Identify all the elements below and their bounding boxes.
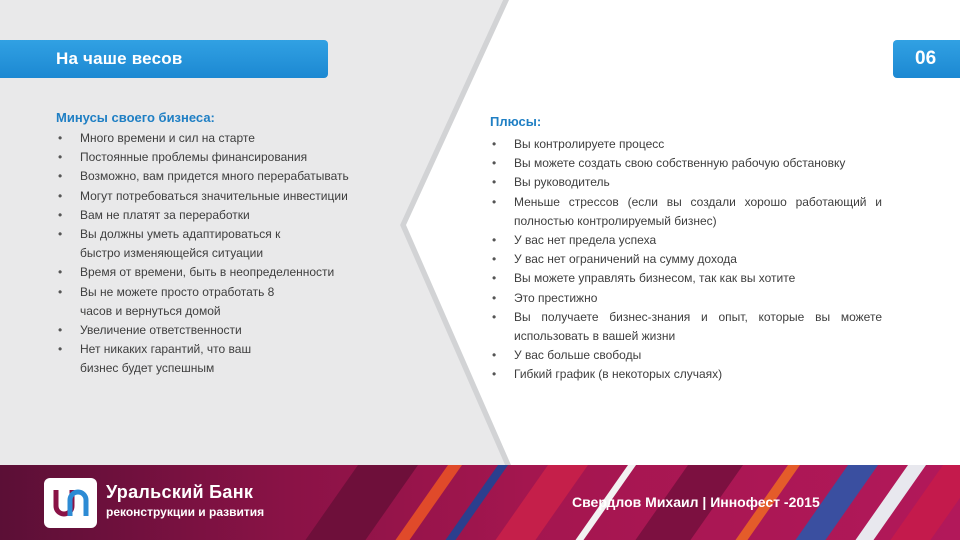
- bank-name-block: [106, 482, 264, 519]
- list-item: • Нет никаких гарантий, что ваш бизнес будет успешным: [56, 340, 356, 378]
- list-item: • Вы контролируете процесс: [490, 135, 882, 154]
- minuses-title: Минусы своего бизнеса:: [56, 110, 215, 125]
- footer-banner: [0, 465, 960, 540]
- bank-subtitle: реконструкции и развития: [106, 505, 265, 519]
- pluses-list: [490, 135, 882, 385]
- list-item: • Вы руководитель: [490, 173, 882, 192]
- slide-title: На чаше весов: [56, 49, 183, 68]
- list-item: • Это престижно: [490, 289, 882, 308]
- minuses-list: [56, 129, 356, 379]
- bank-name: Уральский Банк: [106, 482, 254, 502]
- list-item: • Меньше стрессов (если вы создали хорошо работающий и полностью контролируемый бизнес): [490, 193, 882, 231]
- title-bar: [0, 40, 328, 78]
- list-item: • Вы можете создать свою собственную рабочую обстановку: [490, 154, 882, 173]
- list-item: • Вы не можете просто отработать 8 часов и вернуться домой: [56, 283, 356, 321]
- list-item: • Вам не платят за переработки: [56, 206, 356, 225]
- page-number: 06: [915, 48, 937, 69]
- list-item: • Вы получаете бизнес-знания и опыт, которые вы можете использовать в вашей жизни: [490, 308, 882, 346]
- pluses-title: Плюсы:: [490, 114, 542, 129]
- list-item: • Много времени и сил на старте: [56, 129, 356, 148]
- ubrr-logo-icon: [44, 478, 97, 528]
- list-item: • Гибкий график (в некоторых случаях): [490, 365, 882, 384]
- list-item: • Время от времени, быть в неопределенности: [56, 263, 356, 282]
- list-item: • У вас нет ограничений на сумму дохода: [490, 250, 882, 269]
- list-item: • У вас нет предела успеха: [490, 231, 882, 250]
- author-credit: Свердлов Михаил | Иннофест -2015: [572, 494, 820, 510]
- list-item: • Постоянные проблемы финансирования: [56, 148, 356, 167]
- list-item: • Вы должны уметь адаптироваться к быстро изменяющейся ситуации: [56, 225, 356, 263]
- list-item: • У вас больше свободы: [490, 346, 882, 365]
- list-item: • Увеличение ответственности: [56, 321, 356, 340]
- list-item: • Могут потребоваться значительные инвестиции: [56, 187, 356, 206]
- list-item: • Вы можете управлять бизнесом, так как вы хотите: [490, 269, 882, 288]
- list-item: • Возможно, вам придется много перерабатывать: [56, 167, 356, 186]
- page-number-bar: [893, 40, 960, 78]
